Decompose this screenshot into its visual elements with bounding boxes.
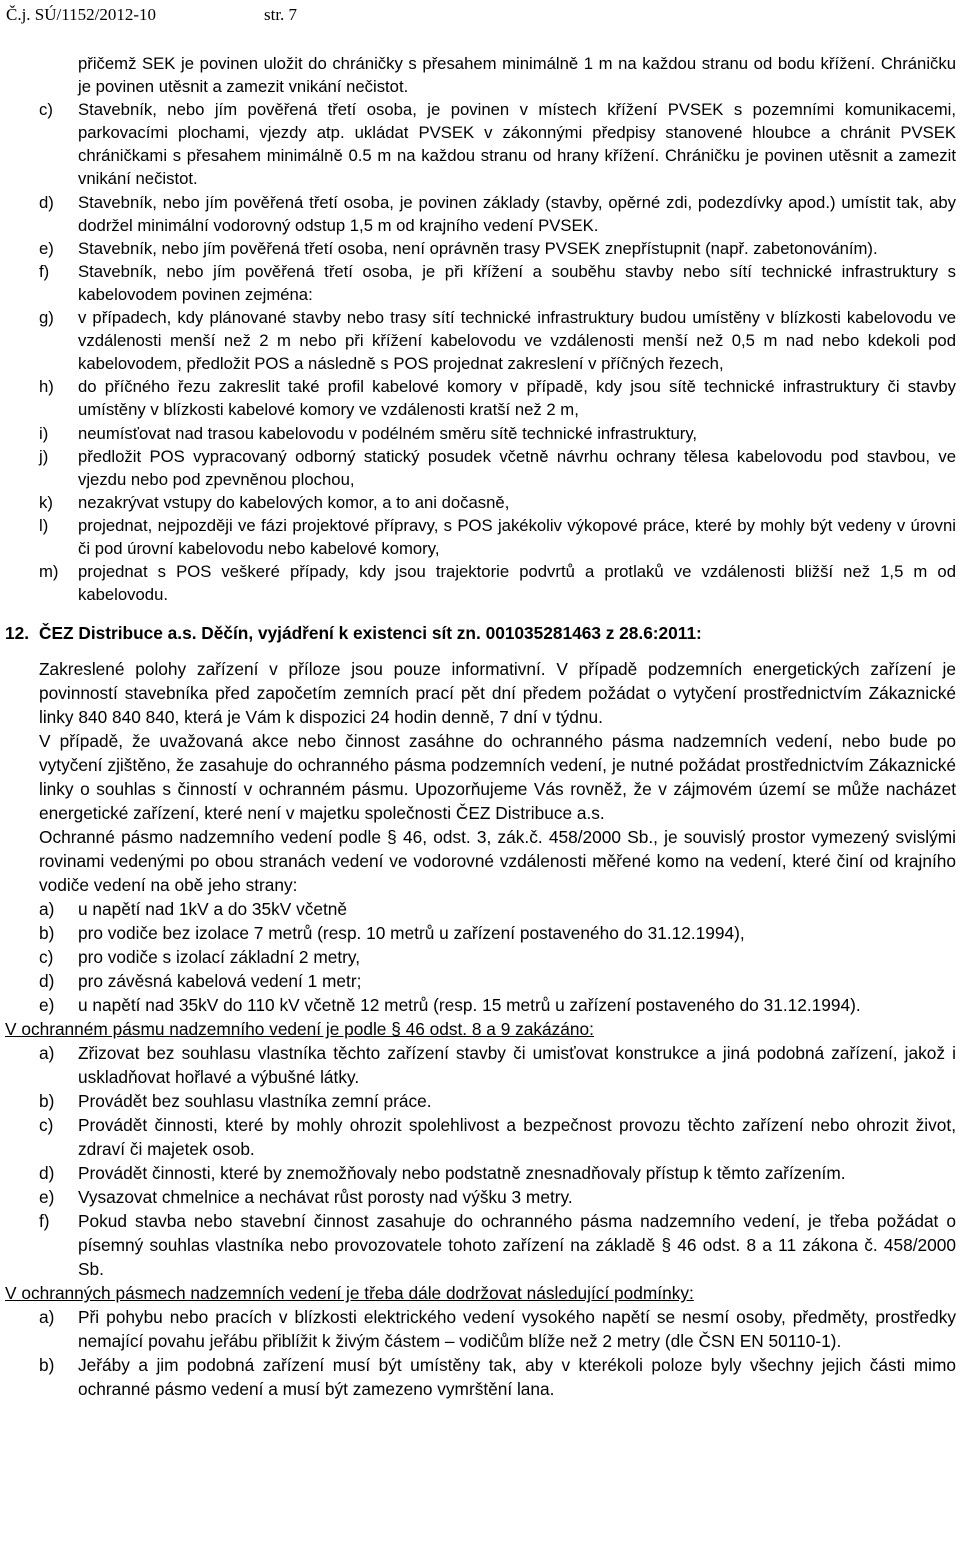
list-marker: b) — [39, 923, 55, 944]
list-marker: k) — [39, 492, 53, 512]
list-item — [0, 98, 960, 190]
list-item — [0, 1113, 960, 1161]
list-item — [0, 560, 960, 606]
list-item-text: Stavebník, nebo jím pověřená třetí osoba, je povinen základy (stavby, opěrné zdi, podezdívky apod.) umístit tak, aby dodržel minimální vodorovný odstup 1,5 m od krajního vedení PVSEK. — [78, 192, 956, 235]
list-marker: g) — [39, 308, 54, 328]
list-marker: i) — [39, 423, 49, 443]
list-marker: c) — [39, 947, 54, 968]
forbidden-list — [0, 1041, 960, 1281]
list-item — [0, 445, 960, 491]
conditions-list — [0, 1305, 960, 1401]
list-item-text: Stavebník, nebo jím pověřená třetí osoba, je při křížení a souběhu stavby nebo sítí technické infrastruktury s kabelovodem povinen zejména: — [78, 261, 956, 304]
list-marker: b) — [39, 1091, 55, 1112]
list-item-text: předložit POS vypracovaný odborný statický posudek včetně návrhu ochrany tělesa kabelovodu pod stavbou, ve vjezdu nebo pod zpevněnou plochou, — [78, 446, 956, 489]
list-item — [0, 491, 960, 514]
section-number: 12. — [5, 623, 30, 644]
list-item-text: pro vodiče s izolací základní 2 metry, — [78, 947, 361, 968]
list-item — [0, 1161, 960, 1185]
page-header — [6, 5, 446, 27]
list-marker: a) — [39, 1043, 55, 1064]
list-item — [0, 191, 960, 237]
list-item — [0, 237, 960, 260]
list-marker: a) — [39, 1307, 55, 1328]
list-item-text: Pokud stavba nebo stavební činnost zasahuje do ochranného pásma nadzemního vedení, je třeba požádat o písemný souhlas vlastníka nebo provozovatele tohoto zařízení na základě § 46 odst. 8 a 11 zákona č. 458/2000 Sb. — [78, 1211, 956, 1280]
document-reference: Č.j. SÚ/1152/2012-10 — [6, 5, 157, 24]
document-body — [0, 52, 960, 1401]
list-marker: f) — [39, 1211, 50, 1232]
section-title: ČEZ Distribuce a.s. Děčín, vyjádření k existenci sít zn. 001035281463 z 28.6:2011: — [39, 623, 702, 644]
list-marker: d) — [39, 192, 54, 212]
list-item-text: projednat, nejpozději ve fázi projektové přípravy, s POS jakékoliv výkopové práce, které by mohly být vedeny v úrovni či pod úrovní kabelovodu nebo kabelové komory, — [78, 515, 956, 558]
list-item-text: Stavebník, nebo jím pověřená třetí osoba, není oprávněn trasy PVSEK znepřístupnit (např. zabetonováním). — [78, 238, 878, 258]
list-item-text: do příčného řezu zakreslit také profil kabelové komory v případě, kdy jsou sítě technické infrastruktury či stavby umístěny v blízkosti kabelové komory ve vzdálenosti kratší než 2 m, — [78, 377, 956, 420]
list-item — [0, 993, 960, 1017]
list-marker: d) — [39, 971, 55, 992]
list-marker: j) — [39, 446, 49, 466]
list-item — [0, 306, 960, 375]
list-item-text: Stavebník, nebo jím pověřená třetí osoba, je povinen v místech křížení PVSEK s pozemními komunikacemi, parkovacími plochami, vjezdy atp. ukládat PVSEK v zákonnými předpisy stanovené hloubce a chránit PVSEK chráničkami s přesahem minimálně 0.5 m na každou stranu od hrany křížení. Chráničku je povinen utěsnit a zamezit vnikání nečistot. — [78, 100, 956, 189]
paragraph: Ochranné pásmo nadzemního vedení podle § 46, odst. 3, zák.č. 458/2000 Sb., je souvislý prostor vymezený svislými rovinami vedenými po obou stranách vedení ve vodorovné vzdálenosti měřené komo na vedení, které činí od krajního vodiče vedení na obě jeho strany: — [39, 827, 956, 896]
list-marker: e) — [39, 1187, 55, 1208]
list-marker: c) — [39, 100, 53, 120]
page-number: str. 7 — [264, 5, 298, 24]
list-item — [0, 897, 960, 921]
list-item-text: Provádět činnosti, které by znemožňovaly nebo podstatně znesnadňovaly přístup k těmto zařízením. — [78, 1163, 846, 1184]
forbidden-heading: V ochranném pásmu nadzemního vedení je podle § 46 odst. 8 a 9 zakázáno: — [5, 1019, 594, 1040]
list-marker: l) — [39, 515, 49, 535]
list-item-text: Provádět činnosti, které by mohly ohrozit spolehlivost a bezpečnost provozu těchto zařízení nebo ohrozit život, zdraví či majetek osob. — [78, 1115, 956, 1160]
list-item — [0, 375, 960, 421]
list-item — [0, 969, 960, 993]
list-item — [0, 921, 960, 945]
paragraph: V případě, že uvažovaná akce nebo činnost zasáhne do ochranného pásma nadzemních vedení, nebo bude po vytyčení zjištěno, že zasahuje do ochranného pásma podzemních vedení, je nutné požádat prostřednictvím Zákaznické linky o souhlas s činností v ochranném pásmu. Upozorňujeme Vás rovněž, že v zájmovém území se může nacházet energetické zařízení, které není v majetku společnosti ČEZ Distribuce a.s. — [39, 731, 956, 824]
list-marker: h) — [39, 377, 54, 397]
section-heading — [0, 622, 960, 645]
list-item-text: v případech, kdy plánované stavby nebo trasy sítí technické infrastruktury budou umístěny v blízkosti kabelovodu ve vzdálenosti menší než 2 m nebo při křížení kabelovodu ve vzdálenosti menší než 0,5 m nad nebo kdekoli pod kabelovodem, předložit POS a následně s POS projednat zakreslení v příčných řezech, — [78, 308, 956, 374]
protection-zone-list — [0, 897, 960, 1017]
list-item — [0, 1041, 960, 1089]
paragraph: Zakreslené polohy zařízení v příloze jsou pouze informativní. V případě podzemních energetických zařízení je povinností stavebníka před započetím zemních prací pět dní předem požádat o vytyčení prostřednictvím Zákaznické linky 840 840 840, která je Vám k dispozici 24 hodin denně, 7 dní v týdnu. — [39, 659, 956, 728]
list-marker: c) — [39, 1115, 54, 1136]
list-item — [0, 422, 960, 445]
list-item — [0, 1353, 960, 1401]
list-item — [0, 514, 960, 560]
list-item — [0, 1305, 960, 1353]
requirements-list — [0, 98, 960, 606]
list-marker: e) — [39, 238, 54, 258]
list-item-text: pro vodiče bez izolace 7 metrů (resp. 10 metrů u zařízení postaveného do 31.12.1994), — [78, 923, 745, 944]
list-item-text: Vysazovat chmelnice a nechávat růst porosty nad výšku 3 metry. — [78, 1187, 573, 1208]
list-item-text: Jeřáby a jim podobná zařízení musí být umístěny tak, aby v kterékoli poloze byly všechny jejich části mimo ochranné pásmo vedení a musí být zamezeno vymrštění lana. — [78, 1355, 956, 1400]
list-marker: e) — [39, 995, 55, 1016]
list-item-text: projednat s POS veškeré případy, kdy jsou trajektorie podvrtů a protlaků ve vzdálenosti bližší než 1,5 m od kabelovodu. — [78, 562, 956, 605]
list-item — [0, 1209, 960, 1281]
list-marker: b) — [39, 1355, 55, 1376]
list-marker: d) — [39, 1163, 55, 1184]
list-item — [0, 1185, 960, 1209]
list-item-text: Zřizovat bez souhlasu vlastníka těchto zařízení stavby či umisťovat konstrukce a jiná podobná zařízení, jakož i uskladňovat hořlavé a výbušné látky. — [78, 1043, 956, 1088]
list-marker: m) — [39, 562, 59, 582]
list-item-text: neumísťovat nad trasou kabelovodu v podélném směru sítě technické infrastruktury, — [78, 423, 698, 443]
list-item-text: nezakrývat vstupy do kabelových komor, a to ani dočasně, — [78, 492, 510, 512]
list-item — [0, 260, 960, 306]
continuation-text: přičemž SEK je povinen uložit do chráničky s přesahem minimálně 1 m na každou stranu od bodu křížení. Chráničku je povinen utěsnit a zamezit vnikání nečistot. — [78, 54, 956, 97]
list-marker: f) — [39, 261, 50, 281]
list-marker: a) — [39, 899, 55, 920]
list-item-text: u napětí nad 35kV do 110 kV včetně 12 metrů (resp. 15 metrů u zařízení postaveného do 31.12.1994). — [78, 995, 861, 1016]
list-item-text: Provádět bez souhlasu vlastníka zemní práce. — [78, 1091, 432, 1112]
list-item-text: u napětí nad 1kV a do 35kV včetně — [78, 899, 348, 920]
list-item — [0, 945, 960, 969]
list-item-text: Při pohybu nebo pracích v blízkosti elektrického vedení vysokého napětí se nesmí osoby, předměty, prostředky nemající povahu jeřábu přiblížit k živým částem – vodičům blíže než 2 metry (dle ČSN EN 50110-1). — [78, 1307, 956, 1352]
list-item — [0, 1089, 960, 1113]
list-item-text: pro závěsná kabelová vedení 1 metr; — [78, 971, 362, 992]
conditions-heading: V ochranných pásmech nadzemních vedení je třeba dále dodržovat následující podmínky: — [5, 1283, 694, 1304]
